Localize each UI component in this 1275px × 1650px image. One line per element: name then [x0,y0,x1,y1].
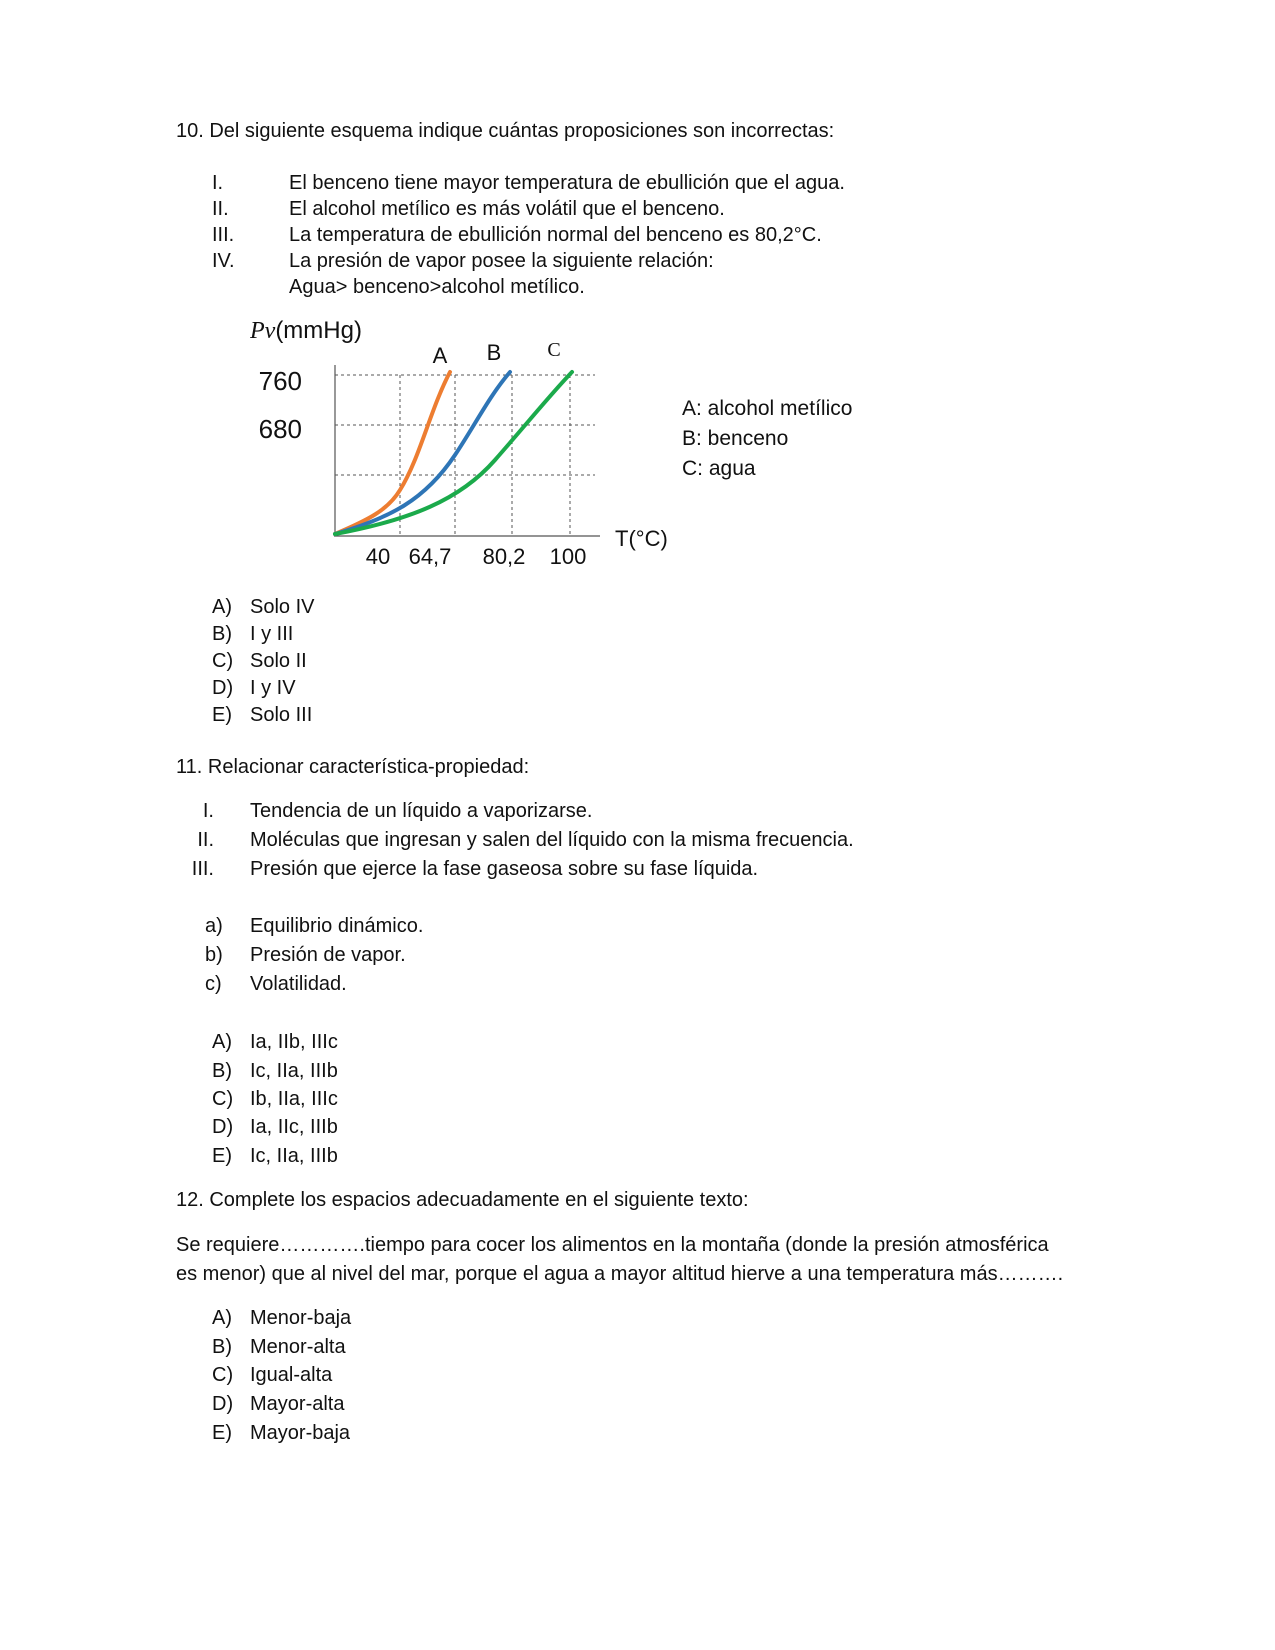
q12-text-line: es menor) que al nivel del mar, porque el agua a mayor altitud hierve a una temperatura más………. [176,1263,1064,1285]
q10-prop-continuation: Agua> benceno>alcohol metílico. [289,276,585,298]
option-letter: D) [212,1393,234,1415]
q11-prop-text: Presión que ejerce la fase gaseosa sobre su fase líquida. [250,858,759,880]
x-tick-label: 100 [549,544,587,569]
q11-prop-num: III. [191,858,214,880]
q11-item-letter: a) [205,915,223,937]
option-text: Solo IV [250,596,315,618]
option-text: I y III [250,623,294,645]
q11-item-text: Equilibrio dinámico. [250,915,424,937]
option-letter: C) [212,1364,234,1386]
y-axis-unit: (mmHg) [275,320,362,344]
option-text: Menor-baja [250,1307,352,1329]
q10-prop-text: La presión de vapor posee la siguiente relación: [289,250,714,272]
option-text: Ib, IIa, IIIc [250,1088,338,1110]
q10-prop-text: El benceno tiene mayor temperatura de ebullición que el agua. [289,172,845,194]
option-letter: B) [212,623,232,645]
q11-prop-num: II. [197,829,214,851]
option-letter: D) [212,677,234,699]
option-letter: E) [212,704,232,726]
y-axis-symbol: Pv [250,320,276,344]
q11-item-letter: c) [205,973,222,995]
q11-prop-text: Moléculas que ingresan y salen del líquido con la misma frecuencia. [250,829,854,851]
option-text: Igual-alta [250,1364,333,1386]
x-tick-label: 80,2 [482,544,526,569]
legend-item: C: agua [682,457,756,480]
series-label-c: C [547,339,561,361]
option-text: Ia, IIc, IIIb [250,1116,338,1138]
option-text: Ic, IIa, IIIb [250,1145,338,1167]
option-letter: A) [212,596,232,618]
q10-prop-num: I. [212,172,224,194]
option-text: Solo III [250,704,313,726]
q10-prop-text: La temperatura de ebullición normal del benceno es 80,2°C. [289,224,822,246]
option-letter: E) [212,1145,232,1167]
q11-title: 11. Relacionar característica-propiedad: [176,756,530,778]
option-letter: B) [212,1060,232,1082]
q10-prop-num: IV. [212,250,235,272]
x-axis-label: T(°C) [615,526,668,551]
option-letter: B) [212,1336,232,1358]
q11-item-letter: b) [205,944,223,966]
vapor-pressure-chart [250,320,680,590]
x-tick-label: 40 [365,544,391,569]
option-text: Mayor-alta [250,1393,345,1415]
q11-prop-num: I. [202,800,214,822]
q11-item-text: Volatilidad. [250,973,347,995]
series-label-b: B [486,340,502,365]
series-line-a [335,372,450,534]
option-letter: A) [212,1031,232,1053]
option-letter: C) [212,650,234,672]
option-text: Mayor-baja [250,1422,351,1444]
series-label-a: A [432,343,448,368]
grid [335,375,595,535]
option-text: Ic, IIa, IIIb [250,1060,338,1082]
option-letter: A) [212,1307,232,1329]
q12-title: 12. Complete los espacios adecuadamente en el siguiente texto: [176,1189,749,1211]
legend-item: A: alcohol metílico [682,397,853,420]
q10-prop-num: II. [212,198,229,220]
option-text: Ia, IIb, IIIc [250,1031,338,1053]
option-letter: D) [212,1116,234,1138]
q10-prop-num: III. [212,224,235,246]
option-letter: C) [212,1088,234,1110]
q11-item-text: Presión de vapor. [250,944,406,966]
y-axis-label [250,320,362,344]
legend-item: B: benceno [682,427,789,450]
q10-prop-text: El alcohol metílico es más volátil que el benceno. [289,198,725,220]
series-line-c [335,372,572,534]
y-tick-label: 680 [258,414,302,444]
option-text: I y IV [250,677,296,699]
q11-prop-text: Tendencia de un líquido a vaporizarse. [250,800,593,822]
option-text: Solo II [250,650,307,672]
y-tick-label: 760 [258,366,302,396]
option-letter: E) [212,1422,232,1444]
x-tick-label: 64,7 [408,544,452,569]
q10-title: 10. Del siguiente esquema indique cuántas proposiciones son incorrectas: [176,120,835,142]
q12-text-line: Se requiere………….tiempo para cocer los alimentos en la montaña (donde la presión atmosférica [176,1234,1049,1256]
option-text: Menor-alta [250,1336,346,1358]
